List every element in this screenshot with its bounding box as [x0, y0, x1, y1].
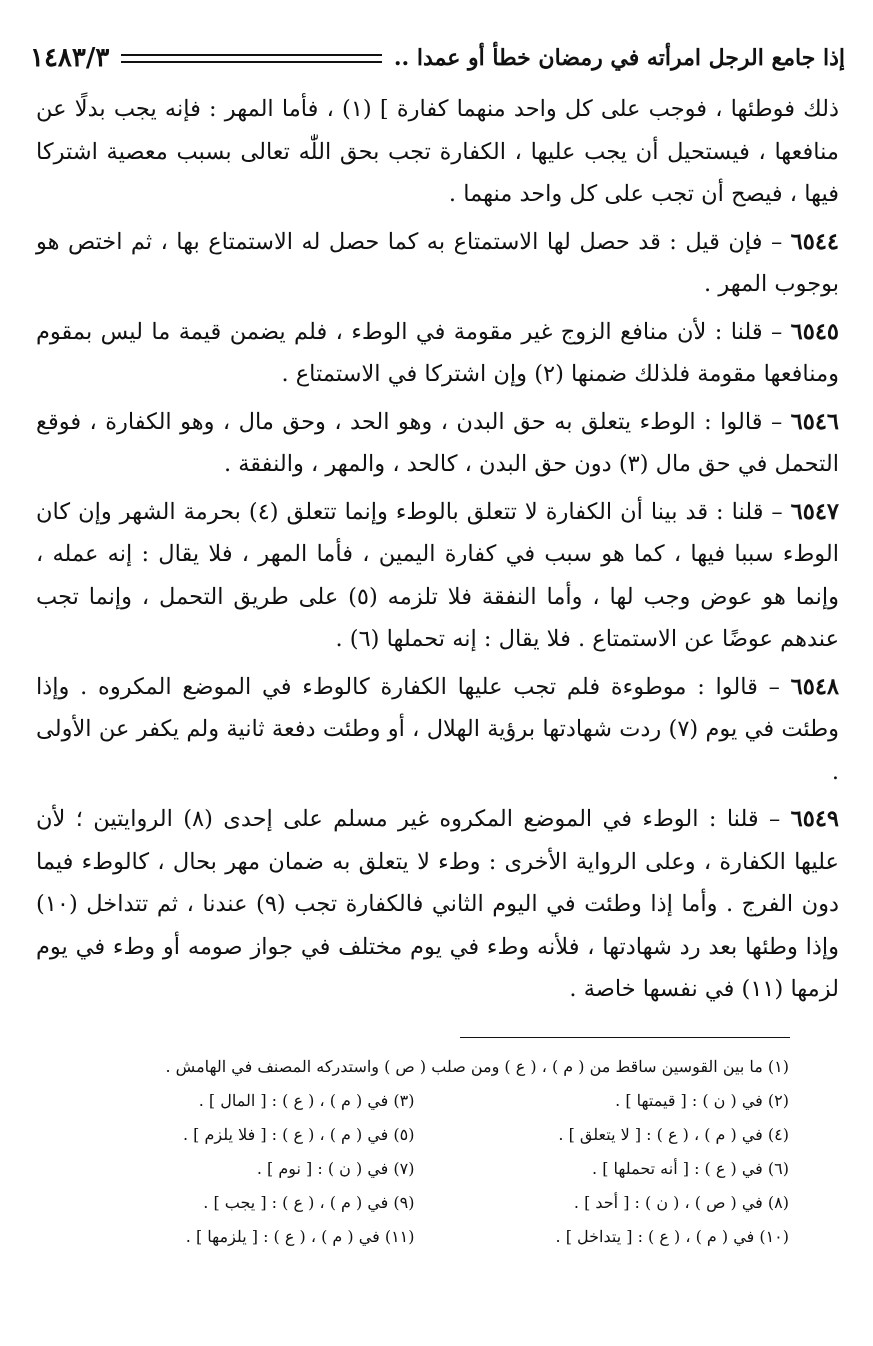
paragraph-text: – قالوا : موطوءة فلم تجب عليها الكفارة كالوطء في الموضع المكروه . وإذا وطئت في يوم (٧) ردت شهادتها برؤية الهلال ، أو وطئت دفعة ثانية ولم يكفر عن الأولى .: [36, 673, 839, 785]
footnote: (٩) في ( م ) ، ( ع ) : [ يجب ] .: [203, 1193, 415, 1212]
paragraph-number: ٦٥٤٨: [790, 673, 839, 700]
page-number: ١٤٨٣/٣: [30, 43, 110, 73]
paragraph: [36, 401, 839, 486]
paragraph-text: ذلك فوطئها ، فوجب على كل واحد منهما كفارة ] (١) ، فأما المهر : فإنه يجب بدلًا عن منافعها ، فيستحيل أن يجب عليها ، الكفارة تجب بحق اللّٰه تعالى بسبب معصية اشتركا فيها ، فيصح أن تجب على كل واحد منهما .: [36, 96, 839, 207]
footnote: (٧) في ( ن ) : [ نوم ] .: [256, 1159, 415, 1178]
paragraph-text: – قالوا : الوطء يتعلق به حق البدن ، وهو الحد ، وحق مال ، وهو الكفارة ، فوقع التحمل في حق مال (٣) دون حق البدن ، كالحد ، والمهر ، والنفقة .: [36, 408, 839, 477]
footnote-separator: [460, 1037, 790, 1038]
footnote-row: [40, 1220, 789, 1254]
footnote: (٨) في ( ص ) ، ( ن ) : [ أحد ] .: [573, 1193, 789, 1212]
footnote: (٤) في ( م ) ، ( ع ) : [ لا يتعلق ] .: [558, 1125, 789, 1144]
footnote: (٥) في ( م ) ، ( ع ) : [ فلا يلزم ] .: [183, 1125, 415, 1144]
paragraph: [36, 491, 839, 661]
paragraph: [36, 311, 839, 396]
footnote: (٣) في ( م ) ، ( ع ) : [ المال ] .: [198, 1091, 415, 1110]
paragraph-text: – قلنا : لأن منافع الزوج غير مقومة في الوطء ، فلم يضمن قيمة ما ليس بمقوم ومنافعها مقومة فلذلك ضمنها (٢) وإن اشتركا في الاستمتاع .: [36, 318, 839, 387]
running-header: [30, 40, 845, 76]
paragraph-text: – فإن قيل : قد حصل لها الاستمتاع به كما حصل له الاستمتاع بها ، ثم اختص هو بوجوب المهر .: [36, 228, 839, 297]
paragraph-number: ٦٥٤٥: [790, 318, 839, 345]
paragraph: [36, 666, 839, 794]
paragraph-number: ٦٥٤٧: [790, 498, 839, 525]
footnote: (٦) في ( ع ) : [ أنه تحملها ] .: [592, 1159, 789, 1178]
footnote: (١) ما بين القوسين ساقط من ( م ) ، ( ع ) ومن صلب ( ص ) واستدركه المصنف في الهامش .: [165, 1057, 789, 1076]
header-rule: [121, 54, 382, 63]
paragraph: [36, 221, 839, 306]
paragraph: [36, 798, 839, 1011]
main-text: [36, 88, 839, 1016]
paragraph-text: – قلنا : الوطء في الموضع المكروه غير مسلم على إحدى (٨) الروايتين ؛ لأن عليها الكفارة ، وعلى الرواية الأخرى : وطء لا يتعلق به ضمان مهر بحال ، كالوطء فيما دون الفرج . وأما إذا وطئت في اليوم الثاني فالكفارة تجب (٩) عندنا ، ثم تتداخل (١٠) وإذا وطئها بعد رد شهادتها ، فلأنه وطء في يوم مختلف في جواز صومه أو وطء في يوم لزمها (١١) في نفسها خاصة .: [36, 806, 840, 1002]
footnote-row: [40, 1084, 789, 1118]
footnotes: [40, 1050, 789, 1254]
footnote-row: [40, 1152, 789, 1186]
paragraph-text: – قلنا : قد بينا أن الكفارة لا تتعلق بالوطء وإنما تتعلق (٤) بحرمة الشهر وإن كان الوطء سببا فيها ، كما هو سبب في كفارة اليمين ، فأما المهر ، فلا يقال : إنه عمله ، وإنما هو عوض وجب لها ، وأما النفقة فلا تلزمه (٥) على طريق التحمل ، وإنما تجب عندهم عوضًا عن الاستمتاع . فلا يقال : إنه تحملها (٦) .: [36, 498, 839, 652]
paragraph-number: ٦٥٤٤: [790, 228, 839, 255]
running-title: إذا جامع الرجل امرأته في رمضان خطأ أو عمدا ..: [393, 45, 845, 71]
footnote: (٢) في ( ن ) : [ قيمتها ] .: [615, 1091, 789, 1110]
footnote-row: [40, 1186, 789, 1220]
paragraph: [36, 88, 839, 216]
footnote: (١٠) في ( م ) ، ( ع ) : [ يتداخل ] .: [555, 1227, 789, 1246]
paragraph-number: ٦٥٤٦: [790, 408, 839, 435]
footnote: (١١) في ( م ) ، ( ع ) : [ يلزمها ] .: [185, 1227, 415, 1246]
footnote-row: [40, 1118, 789, 1152]
paragraph-number: ٦٥٤٩: [790, 806, 839, 832]
